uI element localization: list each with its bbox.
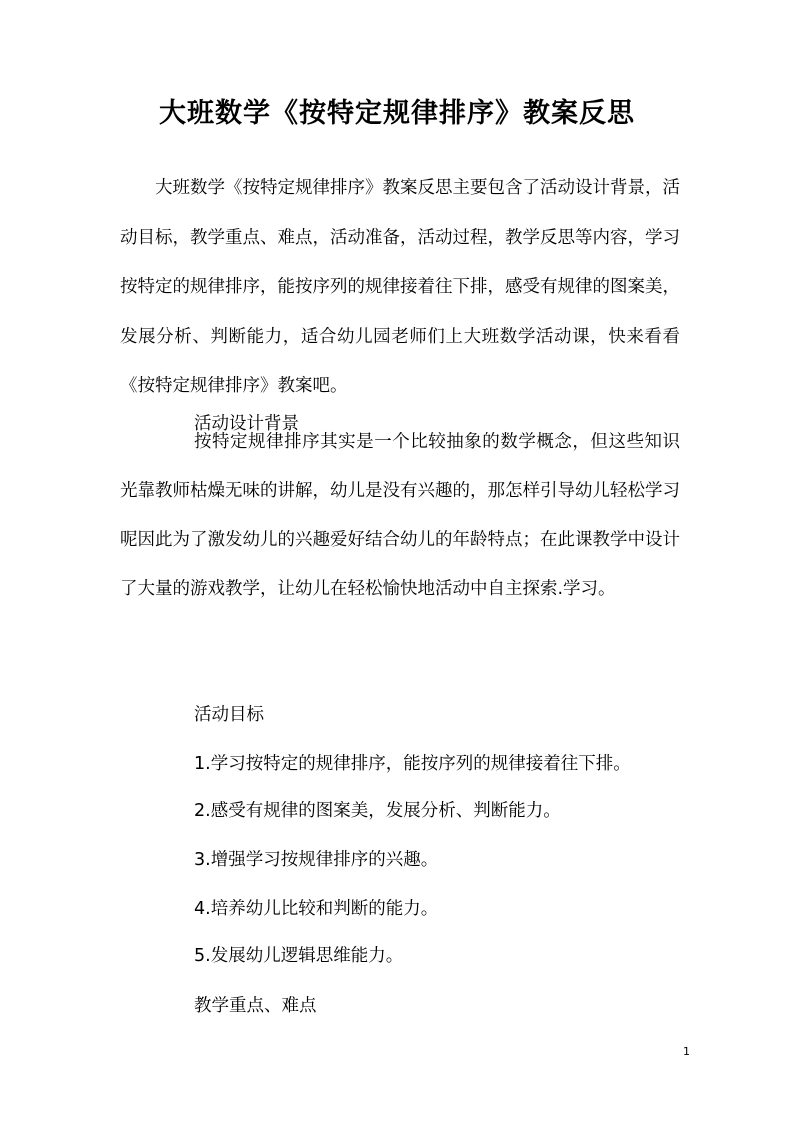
goal-item: 2.感受有规律的图案美，发展分析、判断能力。: [194, 801, 561, 821]
document-title: 大班数学《按特定规律排序》教案反思: [159, 98, 635, 129]
page-number: 1: [683, 1045, 690, 1058]
intro-paragraph: 大班数学《按特定规律排序》教案反思主要包含了活动设计背景，活动目标，教学重点、难点，活动准备，活动过程，教学反思等内容，学习按特定的规律排序，能按序列的规律接着往下排，感受有规律的图案美，发展分析、判断能力，适合幼儿园老师们上大班数学活动课，快来看看《按特定规律排序》教案吧。: [120, 178, 680, 396]
goal-item: 1.学习按特定的规律排序，能按序列的规律接着往下排。: [194, 754, 631, 774]
section-heading-background: 活动设计背景: [194, 414, 299, 434]
goal-item: 3.增强学习按规律排序的兴趣。: [194, 850, 439, 870]
section-heading-keypoints: 教学重点、难点: [194, 996, 317, 1016]
goal-item: 5.发展幼儿逻辑思维能力。: [194, 946, 404, 966]
section-heading-goals: 活动目标: [194, 705, 264, 725]
goal-item: 4.培养幼儿比较和判断的能力。: [194, 899, 439, 919]
background-paragraph: 按特定规律排序其实是一个比较抽象的数学概念，但这些知识光靠教师枯燥无味的讲解，幼儿是没有兴趣的，那怎样引导幼儿轻松学习呢因此为了激发幼儿的兴趣爱好结合幼儿的年龄特点；在此课教学中设计了大量的游戏教学，让幼儿在轻松愉快地活动中自主探索.学习。: [120, 432, 680, 599]
